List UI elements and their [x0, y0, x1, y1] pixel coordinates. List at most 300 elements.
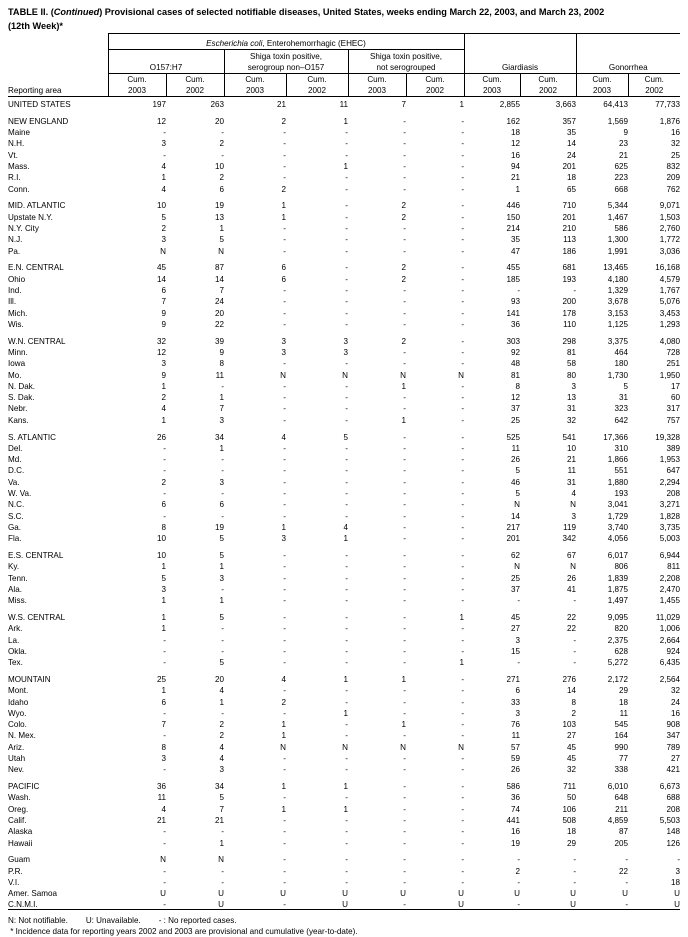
cell-value: -: [406, 498, 464, 509]
cell-value: 6: [108, 695, 166, 706]
cell-value: 1: [166, 391, 224, 402]
cell-value: 4: [108, 160, 166, 171]
cell-value: -: [224, 583, 286, 594]
cell-value: 317: [628, 402, 680, 413]
table-row[interactable]: [8, 97, 680, 110]
cell-value: 35: [520, 126, 576, 137]
cell-value: 3,153: [576, 306, 628, 317]
row-label: Wyo.: [8, 707, 108, 718]
table-row[interactable]: [8, 763, 680, 774]
cell-value: -: [406, 148, 464, 159]
cell-value: 3: [108, 583, 166, 594]
cell-value: -: [348, 791, 406, 802]
table-row[interactable]: [8, 346, 680, 357]
cell-value: 60: [628, 391, 680, 402]
cell-value: -: [286, 210, 348, 221]
table-row[interactable]: [8, 611, 680, 622]
table-row[interactable]: [8, 199, 680, 210]
cell-value: 628: [576, 645, 628, 656]
row-label: Mont.: [8, 684, 108, 695]
cell-value: 1: [286, 780, 348, 791]
cell-value: 2,470: [628, 583, 680, 594]
cell-value: U: [406, 898, 464, 909]
cell-value: 11: [520, 464, 576, 475]
cell-value: -: [286, 560, 348, 571]
cell-value: -: [224, 306, 286, 317]
table-row[interactable]: [8, 368, 680, 379]
cell-value: -: [286, 442, 348, 453]
cell-value: 208: [628, 487, 680, 498]
table-row[interactable]: [8, 752, 680, 763]
cell-value: 27: [520, 729, 576, 740]
cell-value: -: [286, 413, 348, 424]
cell-value: -: [348, 656, 406, 667]
table-row[interactable]: [8, 210, 680, 221]
cum-year: 2003: [349, 86, 406, 97]
cell-value: -: [286, 357, 348, 368]
header-cum-shiga-not-serogrouped-2002: [406, 74, 464, 97]
table-row[interactable]: [8, 887, 680, 898]
table-row[interactable]: [8, 498, 680, 509]
row-label: Guam: [8, 853, 108, 864]
cell-value: -: [348, 611, 406, 622]
cell-value: 2: [166, 171, 224, 182]
table-row[interactable]: [8, 182, 680, 193]
cell-value: 13: [166, 210, 224, 221]
cell-value: -: [406, 560, 464, 571]
cell-value: -: [286, 729, 348, 740]
cell-value: 18: [520, 171, 576, 182]
table-row[interactable]: [8, 402, 680, 413]
cell-value: 1: [224, 521, 286, 532]
cell-value: 11,029: [628, 611, 680, 622]
table-row[interactable]: [8, 318, 680, 329]
cell-value: 357: [520, 115, 576, 126]
cell-value: -: [108, 836, 166, 847]
table-row[interactable]: [8, 898, 680, 909]
header-cum-shiga-non-o157-2003: [224, 74, 286, 97]
row-label: E.N. CENTRAL: [8, 261, 108, 272]
table-row[interactable]: [8, 284, 680, 295]
cell-value: 757: [628, 413, 680, 424]
cell-value: 3: [286, 334, 348, 345]
cell-value: -: [348, 707, 406, 718]
table-row[interactable]: [8, 729, 680, 740]
cell-value: N: [166, 853, 224, 864]
cell-value: -: [286, 509, 348, 520]
cell-value: 32: [628, 137, 680, 148]
table-row[interactable]: [8, 137, 680, 148]
table-row[interactable]: [8, 430, 680, 441]
cell-value: 5: [166, 233, 224, 244]
cell-value: -: [286, 137, 348, 148]
table-row[interactable]: [8, 487, 680, 498]
cell-value: 12: [108, 346, 166, 357]
cell-value: 45: [464, 611, 520, 622]
table-row[interactable]: [8, 521, 680, 532]
header-reporting-area: Reporting area: [8, 74, 108, 97]
row-label: N.H.: [8, 137, 108, 148]
cell-value: -: [224, 853, 286, 864]
cell-value: 789: [628, 740, 680, 751]
cell-value: -: [520, 284, 576, 295]
cell-value: -: [406, 791, 464, 802]
cell-value: -: [348, 295, 406, 306]
cell-value: 45: [520, 740, 576, 751]
cell-value: 201: [520, 160, 576, 171]
table-row[interactable]: [8, 148, 680, 159]
cum-year: 2003: [577, 86, 628, 97]
header-col-shiga-not-serogrouped: [348, 50, 464, 74]
cell-value: U: [286, 887, 348, 898]
table-row[interactable]: [8, 380, 680, 391]
cell-value: -: [406, 272, 464, 283]
header-row-cum-years: [8, 74, 680, 97]
table-row[interactable]: [8, 864, 680, 875]
cell-value: -: [406, 684, 464, 695]
cell-value: -: [406, 814, 464, 825]
cell-value: -: [286, 318, 348, 329]
table-row[interactable]: [8, 334, 680, 345]
cell-value: 25: [464, 571, 520, 582]
table-row[interactable]: [8, 684, 680, 695]
table-row[interactable]: [8, 160, 680, 171]
cell-value: 811: [628, 560, 680, 571]
cell-value: -: [406, 475, 464, 486]
title-line2: (12th Week)*: [8, 21, 63, 31]
table-row[interactable]: [8, 261, 680, 272]
cell-value: 5,503: [628, 814, 680, 825]
cum-label: Cum.: [349, 75, 406, 86]
cell-value: 1: [108, 684, 166, 695]
cell-value: 3: [224, 346, 286, 357]
cell-value: -: [108, 487, 166, 498]
table-row[interactable]: [8, 295, 680, 306]
cell-value: -: [348, 898, 406, 909]
cell-value: 1: [224, 210, 286, 221]
cell-value: -: [348, 148, 406, 159]
table-row[interactable]: [8, 391, 680, 402]
cell-value: 2: [348, 210, 406, 221]
row-label: D.C.: [8, 464, 108, 475]
cell-value: -: [286, 182, 348, 193]
header-shiga-non-o157-line1: Shiga toxin positive,: [225, 52, 348, 63]
cell-value: 1: [108, 560, 166, 571]
cell-value: 36: [108, 780, 166, 791]
table-row[interactable]: [8, 413, 680, 424]
cell-value: 11: [464, 442, 520, 453]
cell-value: 1: [348, 673, 406, 684]
cell-value: 4: [108, 402, 166, 413]
cell-value: -: [224, 402, 286, 413]
cell-value: -: [286, 453, 348, 464]
cell-value: 41: [520, 583, 576, 594]
cell-value: 6: [108, 284, 166, 295]
cell-value: U: [628, 898, 680, 909]
table-row[interactable]: [8, 836, 680, 847]
row-label: Oreg.: [8, 802, 108, 813]
cell-value: 16,168: [628, 261, 680, 272]
cell-value: 1,730: [576, 368, 628, 379]
cell-value: 2: [224, 115, 286, 126]
cell-value: 2: [464, 864, 520, 875]
cell-value: 2,208: [628, 571, 680, 582]
table-row[interactable]: [8, 126, 680, 137]
header-col-shiga-non-o157: [224, 50, 348, 74]
cell-value: 18: [628, 876, 680, 887]
cell-value: 441: [464, 814, 520, 825]
cell-value: -: [166, 509, 224, 520]
cell-value: 1: [224, 780, 286, 791]
table-row[interactable]: [8, 802, 680, 813]
cell-value: -: [286, 464, 348, 475]
cell-value: -: [348, 729, 406, 740]
cell-value: -: [108, 509, 166, 520]
cell-value: -: [286, 261, 348, 272]
cell-value: 2: [166, 137, 224, 148]
table-row[interactable]: [8, 780, 680, 791]
table-row[interactable]: [8, 464, 680, 475]
cell-value: -: [348, 622, 406, 633]
table-row[interactable]: [8, 583, 680, 594]
cell-value: -: [406, 115, 464, 126]
cell-value: -: [224, 791, 286, 802]
cell-value: 11: [166, 368, 224, 379]
cell-value: 180: [576, 357, 628, 368]
table-row[interactable]: [8, 222, 680, 233]
cell-value: 77: [576, 752, 628, 763]
cell-value: -: [108, 825, 166, 836]
cell-value: -: [348, 442, 406, 453]
cell-value: 1: [406, 611, 464, 622]
cell-value: 688: [628, 791, 680, 802]
cell-value: -: [224, 645, 286, 656]
cell-value: N: [166, 244, 224, 255]
cell-value: 185: [464, 272, 520, 283]
cell-value: -: [406, 453, 464, 464]
cell-value: -: [406, 622, 464, 633]
cell-value: 6,435: [628, 656, 680, 667]
cell-value: -: [224, 864, 286, 875]
cell-value: 57: [464, 740, 520, 751]
table-row[interactable]: [8, 244, 680, 255]
cell-value: -: [166, 464, 224, 475]
cell-value: 820: [576, 622, 628, 633]
cell-value: 389: [628, 442, 680, 453]
cell-value: 67: [520, 549, 576, 560]
cell-value: -: [348, 475, 406, 486]
row-label: C.N.M.I.: [8, 898, 108, 909]
cell-value: 29: [576, 684, 628, 695]
cell-value: 74: [464, 802, 520, 813]
row-label: N. Dak.: [8, 380, 108, 391]
cell-value: -: [108, 633, 166, 644]
cell-value: 148: [628, 825, 680, 836]
cell-value: 12: [108, 115, 166, 126]
cell-value: -: [406, 391, 464, 402]
cell-value: -: [224, 126, 286, 137]
table-row[interactable]: [8, 509, 680, 520]
table-row[interactable]: [8, 825, 680, 836]
cell-value: 648: [576, 791, 628, 802]
header-col-o157h7: [108, 50, 224, 74]
table-row[interactable]: [8, 656, 680, 667]
cell-value: -: [348, 498, 406, 509]
cell-value: 2: [348, 199, 406, 210]
cell-value: 20: [166, 306, 224, 317]
cell-value: 7: [108, 718, 166, 729]
cell-value: 59: [464, 752, 520, 763]
row-label: Amer. Samoa: [8, 887, 108, 898]
cell-value: 94: [464, 160, 520, 171]
table-row[interactable]: [8, 442, 680, 453]
cell-value: 8: [108, 740, 166, 751]
cell-value: -: [348, 126, 406, 137]
cell-value: N: [520, 560, 576, 571]
cell-value: -: [406, 261, 464, 272]
cell-value: -: [224, 622, 286, 633]
cell-value: -: [406, 853, 464, 864]
cell-value: 87: [166, 261, 224, 272]
cell-value: 201: [464, 532, 520, 543]
cell-value: -: [224, 171, 286, 182]
table-row[interactable]: [8, 560, 680, 571]
header-shiga-non-o157-line2: serogroup non–O157: [225, 63, 348, 74]
cell-value: -: [348, 752, 406, 763]
cell-value: 22: [576, 864, 628, 875]
table-row[interactable]: [8, 791, 680, 802]
cell-value: 8: [108, 521, 166, 532]
table-row[interactable]: [8, 876, 680, 887]
table-row[interactable]: [8, 853, 680, 864]
table-row[interactable]: [8, 357, 680, 368]
cell-value: 508: [520, 814, 576, 825]
table-row[interactable]: [8, 695, 680, 706]
cell-value: 1: [286, 160, 348, 171]
cell-value: -: [108, 148, 166, 159]
cell-value: 3: [464, 707, 520, 718]
table-row[interactable]: [8, 233, 680, 244]
cell-value: 1,503: [628, 210, 680, 221]
table-row[interactable]: [8, 171, 680, 182]
cell-value: -: [406, 633, 464, 644]
cell-value: 25: [628, 148, 680, 159]
table-row[interactable]: [8, 707, 680, 718]
table-row[interactable]: [8, 306, 680, 317]
cell-value: 200: [520, 295, 576, 306]
cell-value: 2: [166, 718, 224, 729]
table-row[interactable]: [8, 814, 680, 825]
cell-value: 7: [166, 402, 224, 413]
cell-value: 4: [286, 521, 348, 532]
table-body: [8, 97, 680, 910]
table-row[interactable]: [8, 622, 680, 633]
cell-value: -: [348, 346, 406, 357]
cell-value: 541: [520, 430, 576, 441]
cell-value: -: [108, 876, 166, 887]
cell-value: 24: [166, 295, 224, 306]
cell-value: 26: [108, 430, 166, 441]
table-row[interactable]: [8, 645, 680, 656]
cell-value: 4,056: [576, 532, 628, 543]
cell-value: 1: [286, 532, 348, 543]
table-row[interactable]: [8, 594, 680, 605]
cell-value: -: [224, 611, 286, 622]
header-gonorrhea-line2: Gonorrhea: [577, 63, 681, 74]
cell-value: N: [464, 498, 520, 509]
cell-value: 141: [464, 306, 520, 317]
table-row[interactable]: [8, 115, 680, 126]
table-row[interactable]: [8, 272, 680, 283]
cell-value: -: [286, 233, 348, 244]
row-label: Del.: [8, 442, 108, 453]
cell-value: 4,080: [628, 334, 680, 345]
cell-value: -: [406, 284, 464, 295]
cell-value: -: [576, 876, 628, 887]
cell-value: -: [224, 464, 286, 475]
table-row[interactable]: [8, 740, 680, 751]
cell-value: -: [464, 284, 520, 295]
cell-value: 271: [464, 673, 520, 684]
cell-value: -: [166, 453, 224, 464]
cell-value: 18: [520, 825, 576, 836]
table-row[interactable]: [8, 673, 680, 684]
row-label: Conn.: [8, 182, 108, 193]
cell-value: 1: [108, 171, 166, 182]
cell-value: 9: [108, 318, 166, 329]
cell-value: -: [224, 318, 286, 329]
cell-value: -: [286, 763, 348, 774]
notifiable-diseases-table: [8, 33, 680, 910]
table-row[interactable]: [8, 475, 680, 486]
table-row[interactable]: [8, 718, 680, 729]
cell-value: 5: [464, 487, 520, 498]
cell-value: 1: [108, 413, 166, 424]
cell-value: -: [224, 442, 286, 453]
cell-value: -: [348, 357, 406, 368]
cell-value: 1: [286, 802, 348, 813]
cell-value: U: [108, 887, 166, 898]
cum-label: Cum.: [225, 75, 286, 86]
cell-value: -: [166, 707, 224, 718]
header-blank-gonorrhea-top: [576, 34, 680, 50]
cell-value: 1: [224, 802, 286, 813]
table-row[interactable]: [8, 549, 680, 560]
cum-label: Cum.: [521, 75, 576, 86]
cell-value: N: [464, 560, 520, 571]
table-row[interactable]: [8, 532, 680, 543]
cell-value: -: [406, 295, 464, 306]
cell-value: -: [224, 475, 286, 486]
cell-value: 18: [576, 695, 628, 706]
cell-value: 3: [108, 137, 166, 148]
cell-value: 1,006: [628, 622, 680, 633]
cell-value: -: [406, 357, 464, 368]
cell-value: -: [406, 825, 464, 836]
cell-value: -: [224, 814, 286, 825]
cell-value: -: [286, 836, 348, 847]
cell-value: 50: [520, 791, 576, 802]
table-row[interactable]: [8, 633, 680, 644]
cell-value: 11: [108, 791, 166, 802]
cell-value: -: [108, 898, 166, 909]
cell-value: 65: [520, 182, 576, 193]
table-row[interactable]: [8, 453, 680, 464]
cell-value: -: [348, 802, 406, 813]
cell-value: 3,036: [628, 244, 680, 255]
table-row[interactable]: [8, 571, 680, 582]
cell-value: 1,772: [628, 233, 680, 244]
